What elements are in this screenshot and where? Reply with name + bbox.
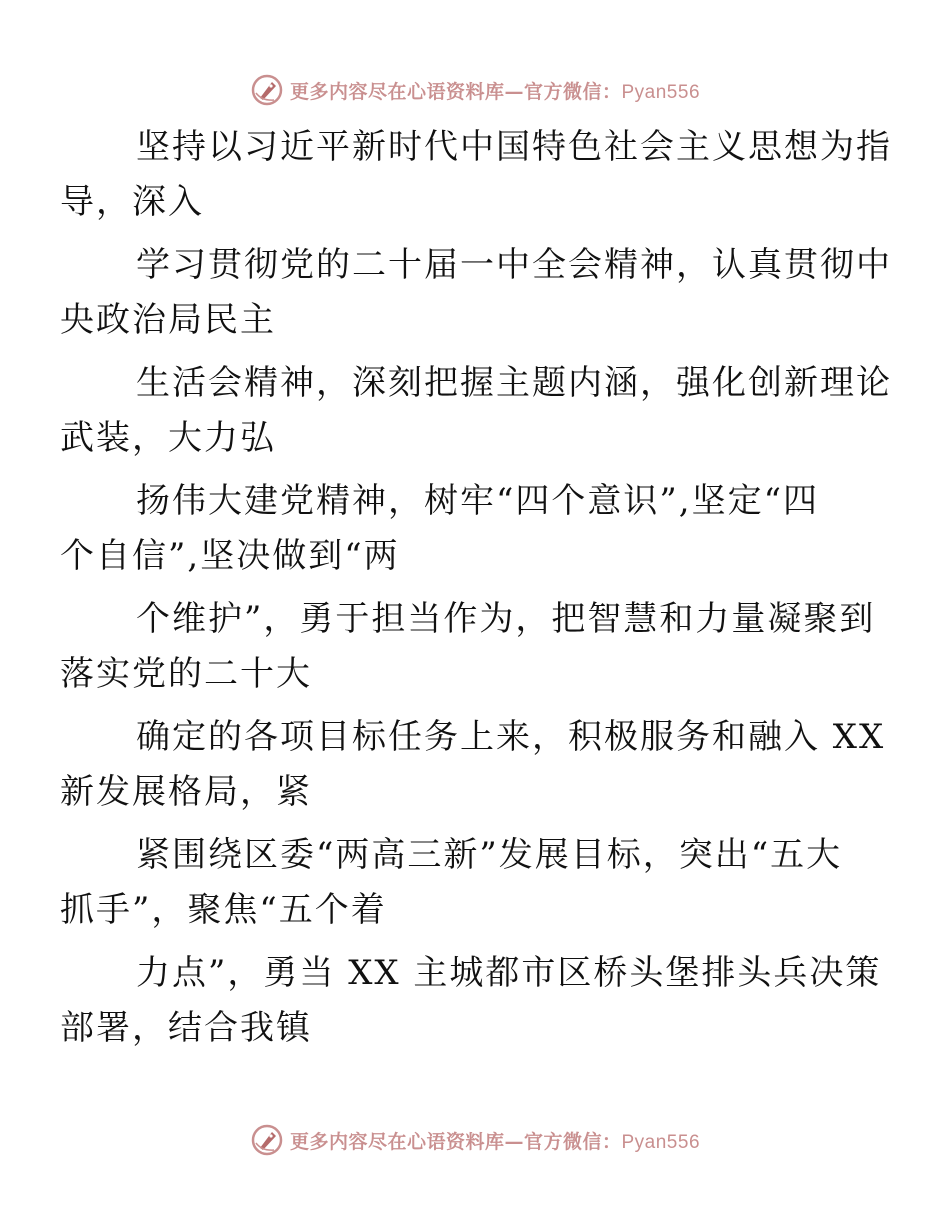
paragraph xyxy=(60,356,892,466)
pen-nib-logo-icon xyxy=(250,73,284,107)
footer-watermark xyxy=(0,1120,950,1160)
paragraph-line: 个维护”，勇于担当作为，把智慧和力量凝聚到 xyxy=(136,599,876,639)
paragraph xyxy=(60,592,876,702)
pen-nib-logo-icon xyxy=(250,1123,284,1157)
paragraph-line: 央政治局民主 xyxy=(60,300,276,340)
paragraph-line: 确定的各项目标任务上来，积极服务和融入 XX xyxy=(136,717,886,757)
paragraph xyxy=(60,828,858,938)
watermark-text: 更多内容尽在心语资料库—官方微信：Pyan556 xyxy=(289,1130,701,1153)
watermark-text: 更多内容尽在心语资料库—官方微信：Pyan556 xyxy=(289,80,701,103)
header-watermark xyxy=(0,70,950,110)
paragraph xyxy=(60,474,858,584)
paragraph xyxy=(60,120,892,230)
paragraph-line: 力点”，勇当 XX 主城都市区桥头堡排头兵决策 xyxy=(136,953,882,993)
paragraph-line: 部署，结合我镇 xyxy=(60,1008,312,1048)
paragraph-line: 紧围绕区委“两高三新”发展目标，突出“五大 xyxy=(136,835,843,875)
paragraph-line: 个自信”,坚决做到“两 xyxy=(60,536,400,576)
paragraph-line: 抓手”，聚焦“五个着 xyxy=(60,890,387,930)
paragraph-line: 学习贯彻党的二十届一中全会精神，认真贯彻中 xyxy=(136,245,892,285)
paragraph-line: 导，深入 xyxy=(60,182,204,222)
paragraph-line: 落实党的二十大 xyxy=(60,654,312,694)
paragraph-line: 坚持以习近平新时代中国特色社会主义思想为指 xyxy=(136,127,892,167)
paragraph-line: 武装，大力弘 xyxy=(60,418,276,458)
paragraph-line: 新发展格局，紧 xyxy=(60,772,312,812)
document-body xyxy=(60,120,892,1056)
paragraph xyxy=(60,710,886,820)
paragraph-line: 生活会精神，深刻把握主题内涵，强化创新理论 xyxy=(136,363,892,403)
paragraph xyxy=(60,238,892,348)
paragraph-line: 扬伟大建党精神，树牢“四个意识”,坚定“四 xyxy=(136,481,819,521)
paragraph xyxy=(60,946,882,1056)
